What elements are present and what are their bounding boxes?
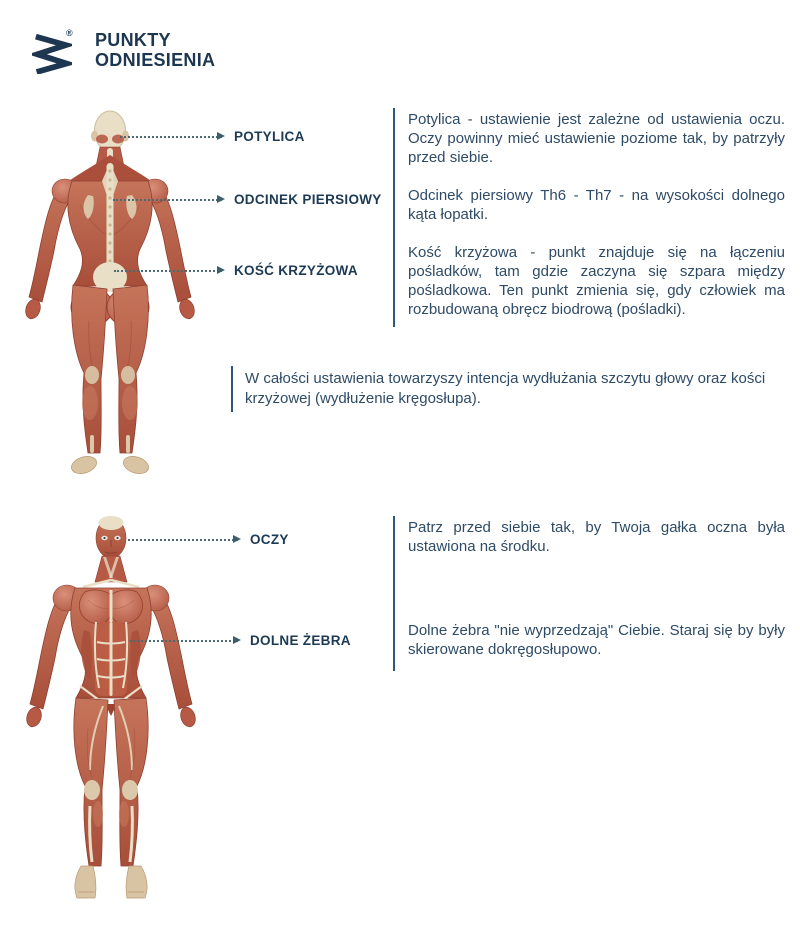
paragraph-odcinek-piersiowy: Odcinek piersiowy Th6 - Th7 - na wysokości dolnego kąta łopatki. [408, 187, 785, 223]
label-dolne-zebra: DOLNE ŻEBRA [250, 633, 351, 648]
leader-line-kosc-krzyzowa [114, 270, 222, 272]
top-text-column [393, 108, 785, 327]
note-text: W całości ustawienia towarzyszy intencja wydłużania szczytu głowy oraz kości krzyżowej (wydłużenie kręgosłupa). [245, 370, 766, 407]
page-title-line1: PUNKTY [95, 30, 171, 50]
paragraph-kosc-krzyzowa: Kość krzyżowa - punkt znajduje się na łączeniu pośladków, tam gdzie zaczyna się szpara między pośladkowa. Ten punkt zmienia się, gdy człowiek ma rozbudowaną obręcz biodrową (pośladki). [408, 244, 785, 318]
page-title-line2: ODNIESIENIA [95, 49, 216, 70]
leader-line-potylica [120, 136, 222, 138]
page-title [95, 31, 355, 70]
leader-line-odcinek-piersiowy [113, 199, 222, 201]
paragraph-potylica: Potylica - ustawienie jest zależne od ustawienia oczu. Oczy powinny mieć ustawienie poziome tak, by patrzyły przed siebie. [408, 111, 785, 166]
paragraph-oczy: Patrz przed siebie tak, by Twoja gałka oczna była ustawiona na środku. [408, 519, 785, 555]
label-odcinek-piersiowy: ODCINEK PIERSIOWY [234, 192, 382, 207]
leader-line-oczy [128, 539, 238, 541]
label-oczy: OCZY [250, 532, 289, 547]
bottom-text-column [393, 516, 785, 671]
label-kosc-krzyzowa: KOŚĆ KRZYŻOWA [234, 263, 358, 278]
registered-mark: ® [66, 28, 73, 38]
back-figure-illustration [0, 105, 220, 485]
front-figure-illustration [0, 508, 220, 908]
label-potylica: POTYLICA [234, 129, 305, 144]
paragraph-dolne-zebra: Dolne żebra "nie wyprzedzają" Ciebie. Staraj się by były skierowane dokręgosłupowo. [408, 622, 785, 658]
note-block [231, 366, 785, 412]
leader-line-dolne-zebra [130, 640, 238, 642]
